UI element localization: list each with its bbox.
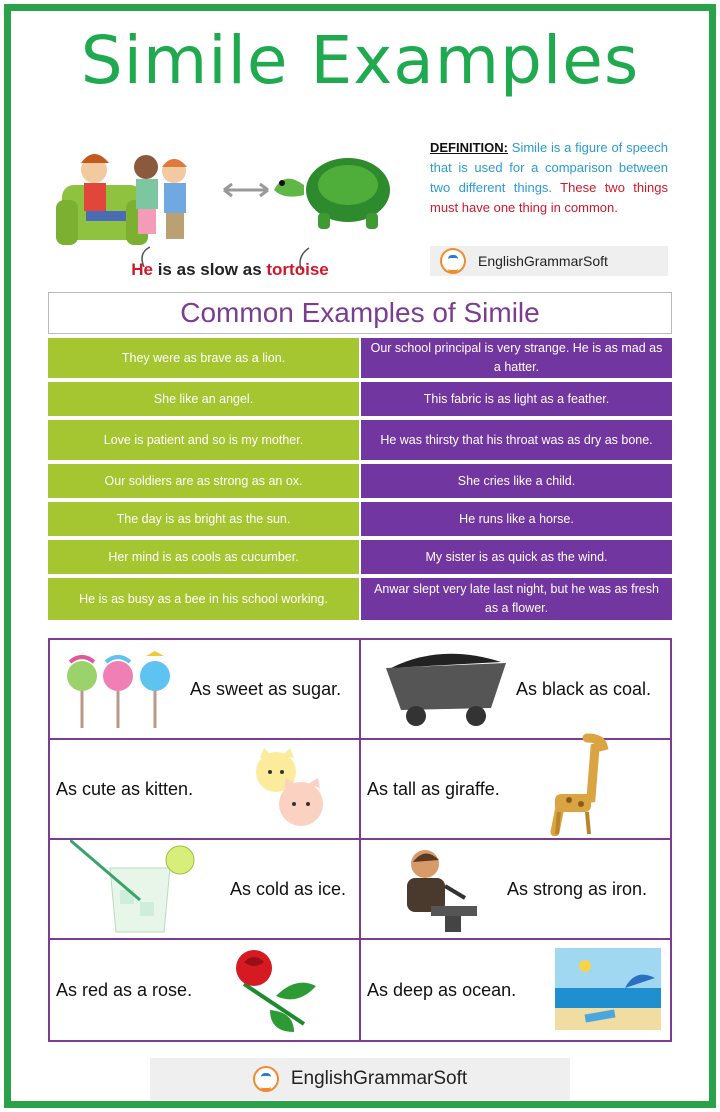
example-left: He is as busy as a bee in his school working. — [48, 578, 359, 620]
coal-cart-icon — [381, 648, 511, 732]
picture-caption: As deep as ocean. — [367, 979, 517, 1000]
example-left: Our soldiers are as strong as an ox. — [48, 464, 359, 498]
compare-arrow-icon — [222, 182, 270, 198]
page-title: Simile Examples — [80, 22, 640, 99]
rose-icon — [226, 944, 336, 1036]
table-row — [48, 338, 672, 378]
example-right: My sister is as quick as the wind. — [361, 540, 672, 574]
caption-subject: He — [131, 260, 153, 279]
definition-text: Simile is a figure of speech that is used for a comparison between two different things. — [430, 140, 668, 195]
table-row — [48, 502, 672, 536]
picture-cell — [50, 640, 361, 738]
giraffe-icon — [547, 732, 617, 836]
picture-row — [50, 940, 670, 1040]
table-row — [48, 578, 672, 620]
definition-label: DEFINITION: — [430, 140, 508, 155]
table-row — [48, 420, 672, 460]
picture-examples-grid — [48, 638, 672, 1042]
example-right: This fabric is as light as a feather. — [361, 382, 672, 416]
example-left: She like an angel. — [48, 382, 359, 416]
picture-caption: As strong as iron. — [507, 878, 648, 899]
picture-cell — [361, 840, 670, 938]
example-left: They were as brave as a lion. — [48, 338, 359, 378]
kitten-icon — [246, 746, 336, 834]
examples-table — [48, 338, 672, 624]
table-row — [48, 382, 672, 416]
tortoise-icon — [274, 158, 390, 229]
example-right: She cries like a child. — [361, 464, 672, 498]
example-right: Our school principal is very strange. He is as mad as a hatter. — [361, 338, 672, 378]
picture-cell — [50, 840, 361, 938]
picture-cell — [361, 940, 670, 1040]
section-title: Common Examples of Simile — [48, 292, 672, 334]
example-right: He was thirsty that his throat was as dry as bone. — [361, 420, 672, 460]
example-left: The day is as bright as the sun. — [48, 502, 359, 536]
picture-cell — [50, 740, 361, 838]
example-right: He runs like a horse. — [361, 502, 672, 536]
caption-middle: is as slow as — [152, 260, 267, 279]
brand-name: EnglishGrammarSoft — [478, 253, 608, 269]
caption-object: tortoise — [266, 260, 329, 279]
brand-badge-bottom — [150, 1058, 570, 1100]
picture-caption: As cute as kitten. — [56, 778, 194, 799]
picture-row — [50, 740, 670, 840]
picture-row — [50, 840, 670, 940]
table-row — [48, 540, 672, 574]
picture-caption: As red as a rose. — [56, 979, 193, 1000]
picture-caption: As cold as ice. — [230, 878, 347, 899]
picture-cell — [361, 640, 670, 738]
picture-cell — [50, 940, 361, 1040]
iced-drink-icon — [70, 840, 200, 936]
picture-cell — [361, 740, 670, 838]
brand-logo-icon — [253, 1066, 279, 1092]
example-left: Her mind is as cools as cucumber. — [48, 540, 359, 574]
example-left: Love is patient and so is my mother. — [48, 420, 359, 460]
brand-name: EnglishGrammarSoft — [290, 1068, 468, 1089]
ocean-icon — [555, 948, 661, 1030]
definition-note: These two things must have one thing in common. — [430, 180, 668, 215]
hero-caption — [60, 260, 400, 280]
picture-caption: As tall as giraffe. — [367, 778, 500, 799]
definition-block — [430, 138, 668, 218]
example-right: Anwar slept very late last night, but he was as fresh as a flower. — [361, 578, 672, 620]
blacksmith-icon — [391, 846, 481, 934]
brand-logo-icon — [440, 248, 466, 274]
table-row — [48, 464, 672, 498]
picture-caption: As sweet as sugar. — [190, 678, 342, 699]
picture-caption: As black as coal. — [516, 678, 652, 699]
brand-badge-top — [430, 246, 668, 276]
lollipop-icon — [60, 650, 180, 730]
picture-row — [50, 640, 670, 740]
